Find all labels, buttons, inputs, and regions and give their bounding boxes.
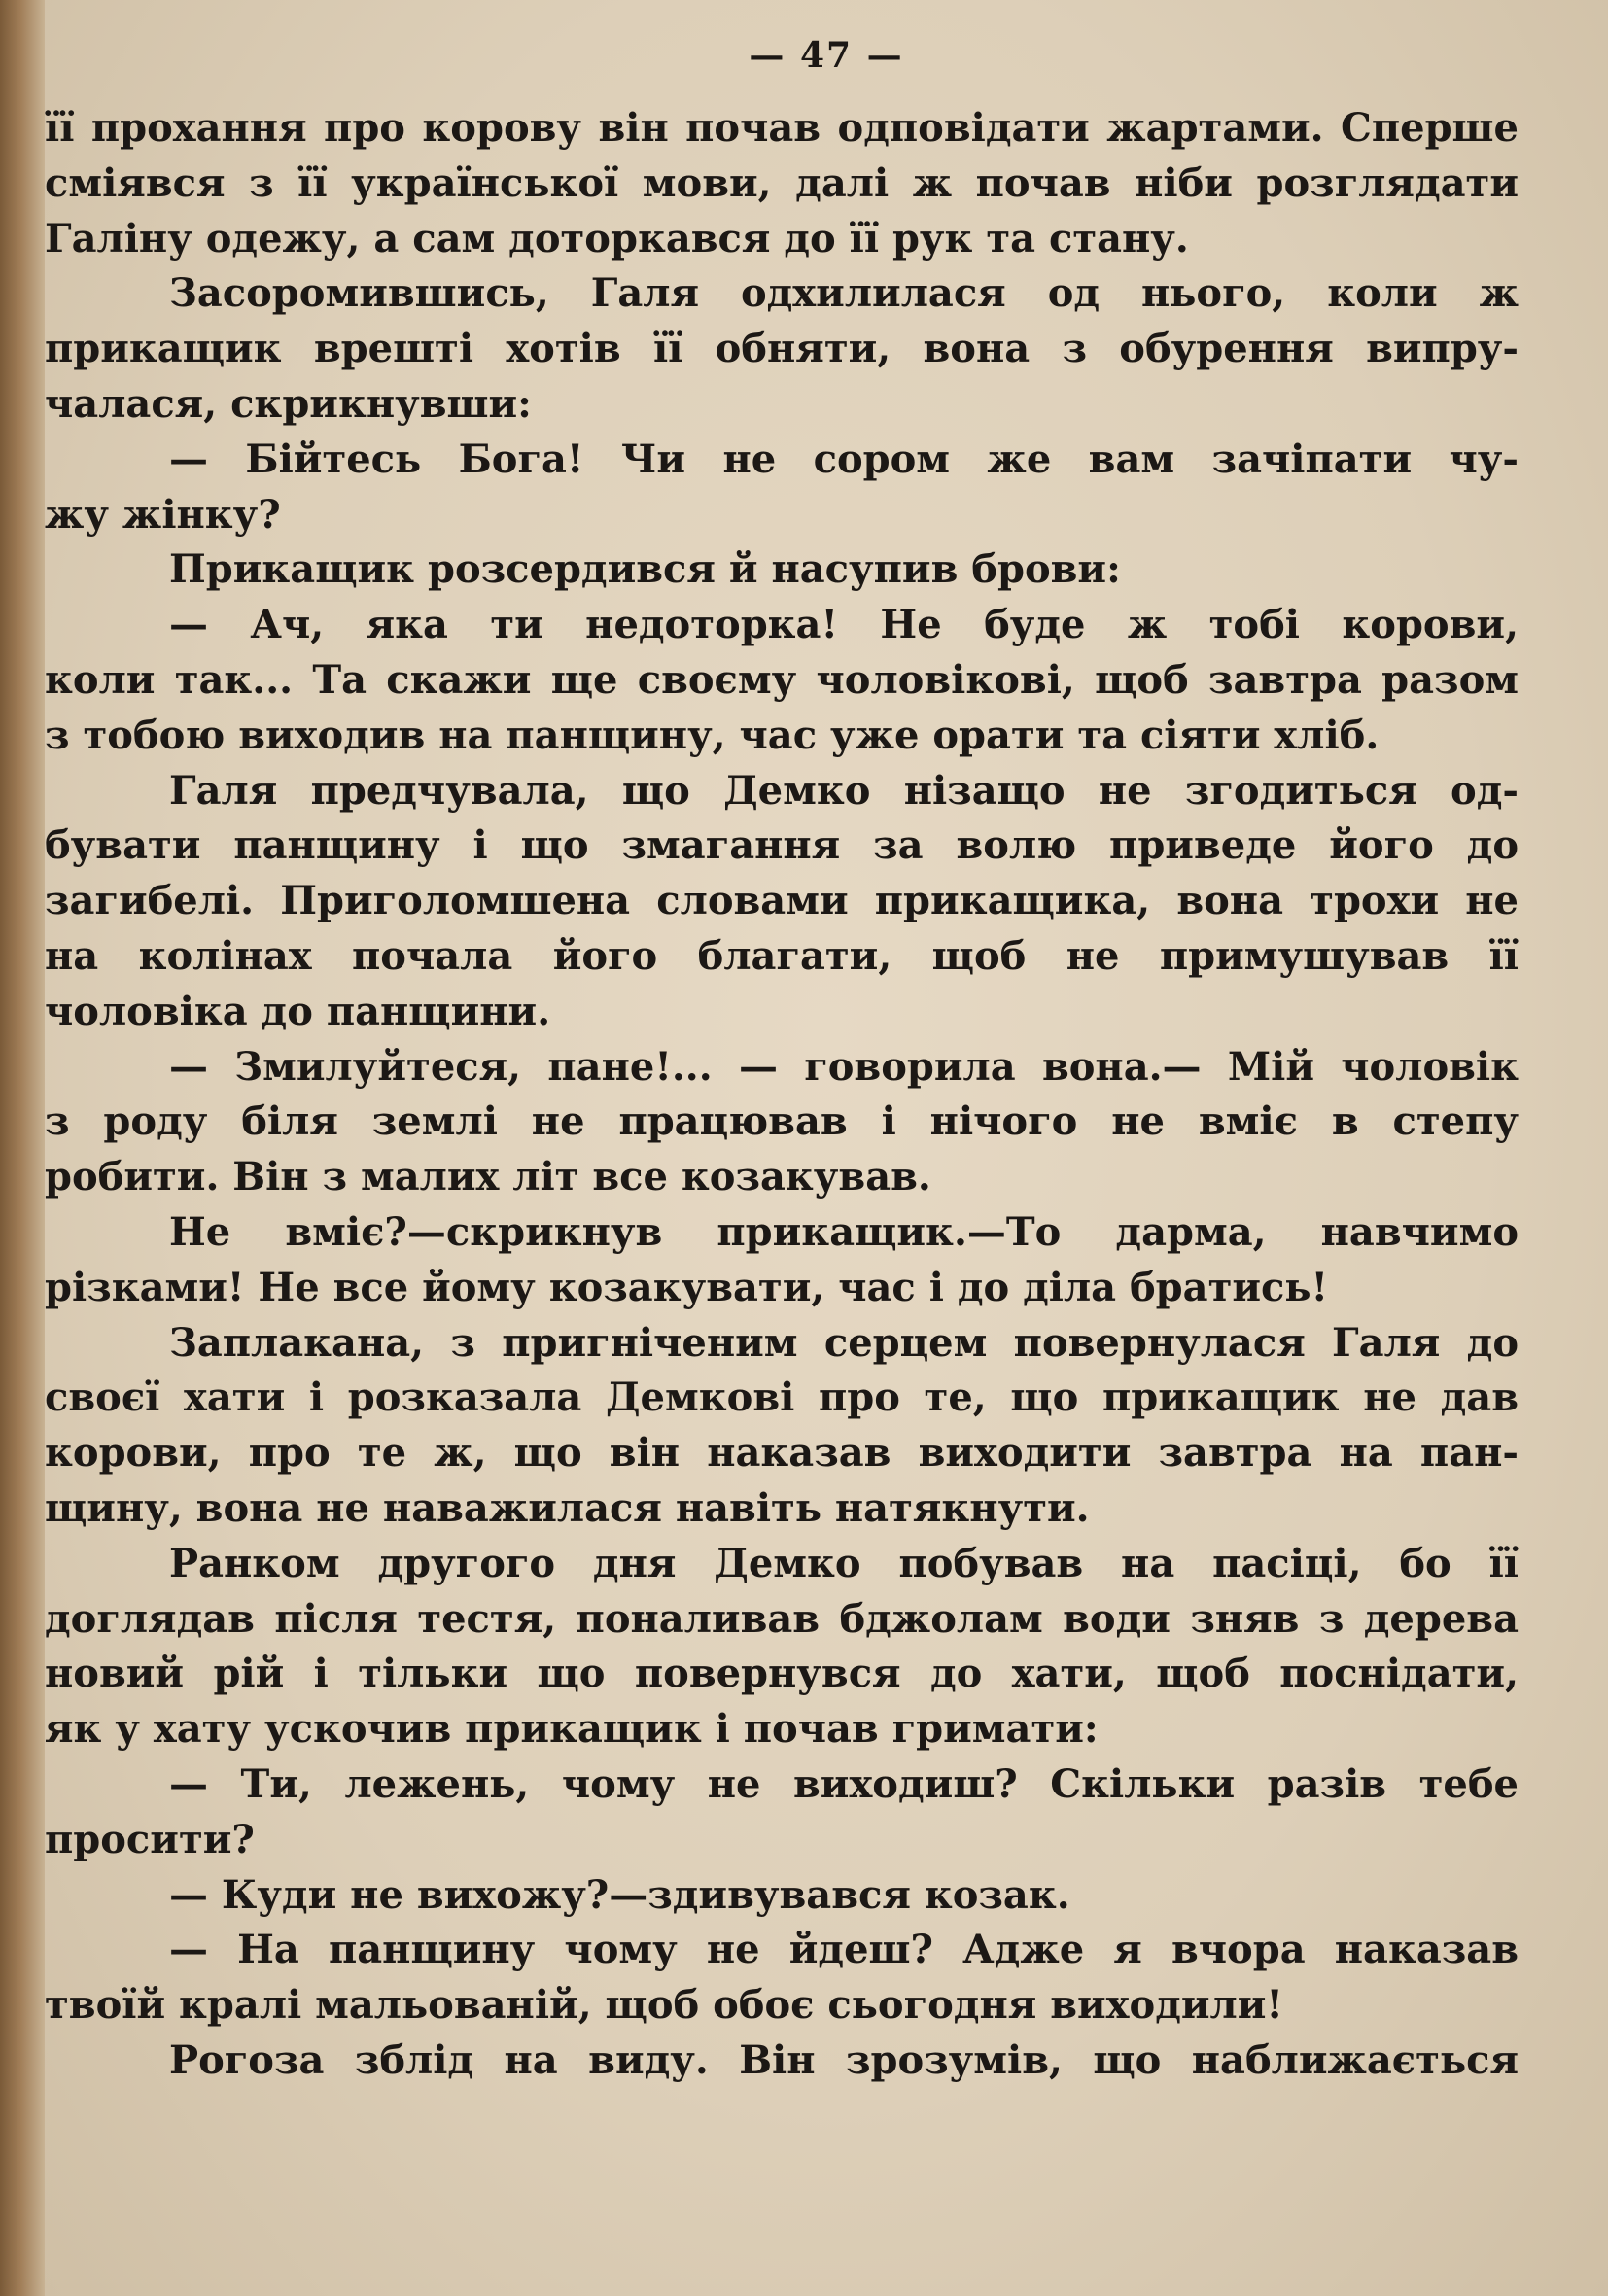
- text-line: жу жінку?: [45, 491, 281, 538]
- text-line: твоїй кралі мальованій, щоб обоє сьогодня виходили!: [45, 1982, 1283, 2029]
- text-line: як у хату ускочив прикащик і почав гримати:: [45, 1706, 1099, 1753]
- text-line: різками! Не все йому козакувати, час і до діла братись!: [45, 1264, 1329, 1310]
- text-line: Галіну одежу, а сам доторкався до її рук та стану.: [45, 215, 1189, 261]
- text-line: новий рій і тільки що повернувся до хати, щоб поснідати,: [45, 1651, 1519, 1697]
- text-line: загибелі. Приголомшена словами прикащика, вона трохи не: [45, 878, 1519, 924]
- page-number: — 47 —: [749, 35, 904, 76]
- text-line: — Ти, лежень, чому не виходиш? Скільки разів тебе: [169, 1760, 1519, 1807]
- text-line: Засоромившись, Галя одхилилася од нього, коли ж: [169, 270, 1519, 317]
- book-page: [45, 0, 1608, 2296]
- text-line: чалася, скрикнувши:: [45, 380, 532, 427]
- text-line: — Куди не вихожу?—здивувався козак.: [169, 1871, 1070, 1918]
- text-line: прикащик врешті хотів її обняти, вона з обурення випру-: [45, 326, 1519, 372]
- text-line: бувати панщину і що змагання за волю приведе його до: [45, 822, 1519, 869]
- text-line: Заплакана, з пригніченим серцем повернулася Галя до: [169, 1319, 1519, 1366]
- text-line: Рогоза зблід на виду. Він зрозумів, що наближається: [169, 2036, 1519, 2083]
- text-line: — Ач, яка ти недоторка! Не буде ж тобі корови,: [169, 602, 1519, 648]
- text-line: чоловіка до панщини.: [45, 988, 551, 1034]
- text-line: сміявся з її української мови, далі ж почав ніби розглядати: [45, 159, 1519, 206]
- text-line: своєї хати і розказала Демкові про те, що прикащик не дав: [45, 1374, 1519, 1421]
- text-line: з тобою виходив на панщину, час уже орати та сіяти хліб.: [45, 712, 1380, 758]
- text-line: Не вміє?—скрикнув прикащик.—То дарма, навчимо: [169, 1208, 1519, 1255]
- text-line: Галя предчувала, що Демко нізащо не згодиться од-: [169, 767, 1519, 814]
- text-line: щину, вона не наважилася навіть натякнути.: [45, 1484, 1090, 1531]
- text-line: Прикащик розсердився й насупив брови:: [169, 546, 1121, 593]
- text-line: — Бійтесь Бога! Чи не сором же вам зачіпати чу-: [169, 435, 1519, 482]
- text-line: Ранком другого дня Демко побував на пасіці, бо її: [169, 1540, 1519, 1586]
- body-text: [45, 101, 1519, 2089]
- text-line: робити. Він з малих літ все козакував.: [45, 1154, 931, 1200]
- book-spine-shadow: [0, 0, 45, 2296]
- text-line: доглядав після тестя, поналивав бджолам води зняв з дерева: [45, 1595, 1519, 1642]
- text-line: просити?: [45, 1816, 255, 1862]
- text-line: — Змилуйтеся, пане!... — говорила вона.— Мій чоловік: [169, 1043, 1519, 1090]
- text-line: на колінах почала його благати, щоб не примушував її: [45, 932, 1519, 979]
- text-line: з роду біля землі не працював і нічого не вміє в степу: [45, 1098, 1519, 1145]
- text-line: — На панщину чому не йдеш? Адже я вчора наказав: [169, 1927, 1519, 1973]
- text-line: коли так... Та скажи ще своєму чоловікові, щоб завтра разом: [45, 656, 1519, 703]
- text-line: її прохання про корову він почав одповідати жартами. Спершe: [45, 105, 1519, 151]
- text-line: корови, про те ж, що він наказав виходити завтра на пан-: [45, 1430, 1519, 1477]
